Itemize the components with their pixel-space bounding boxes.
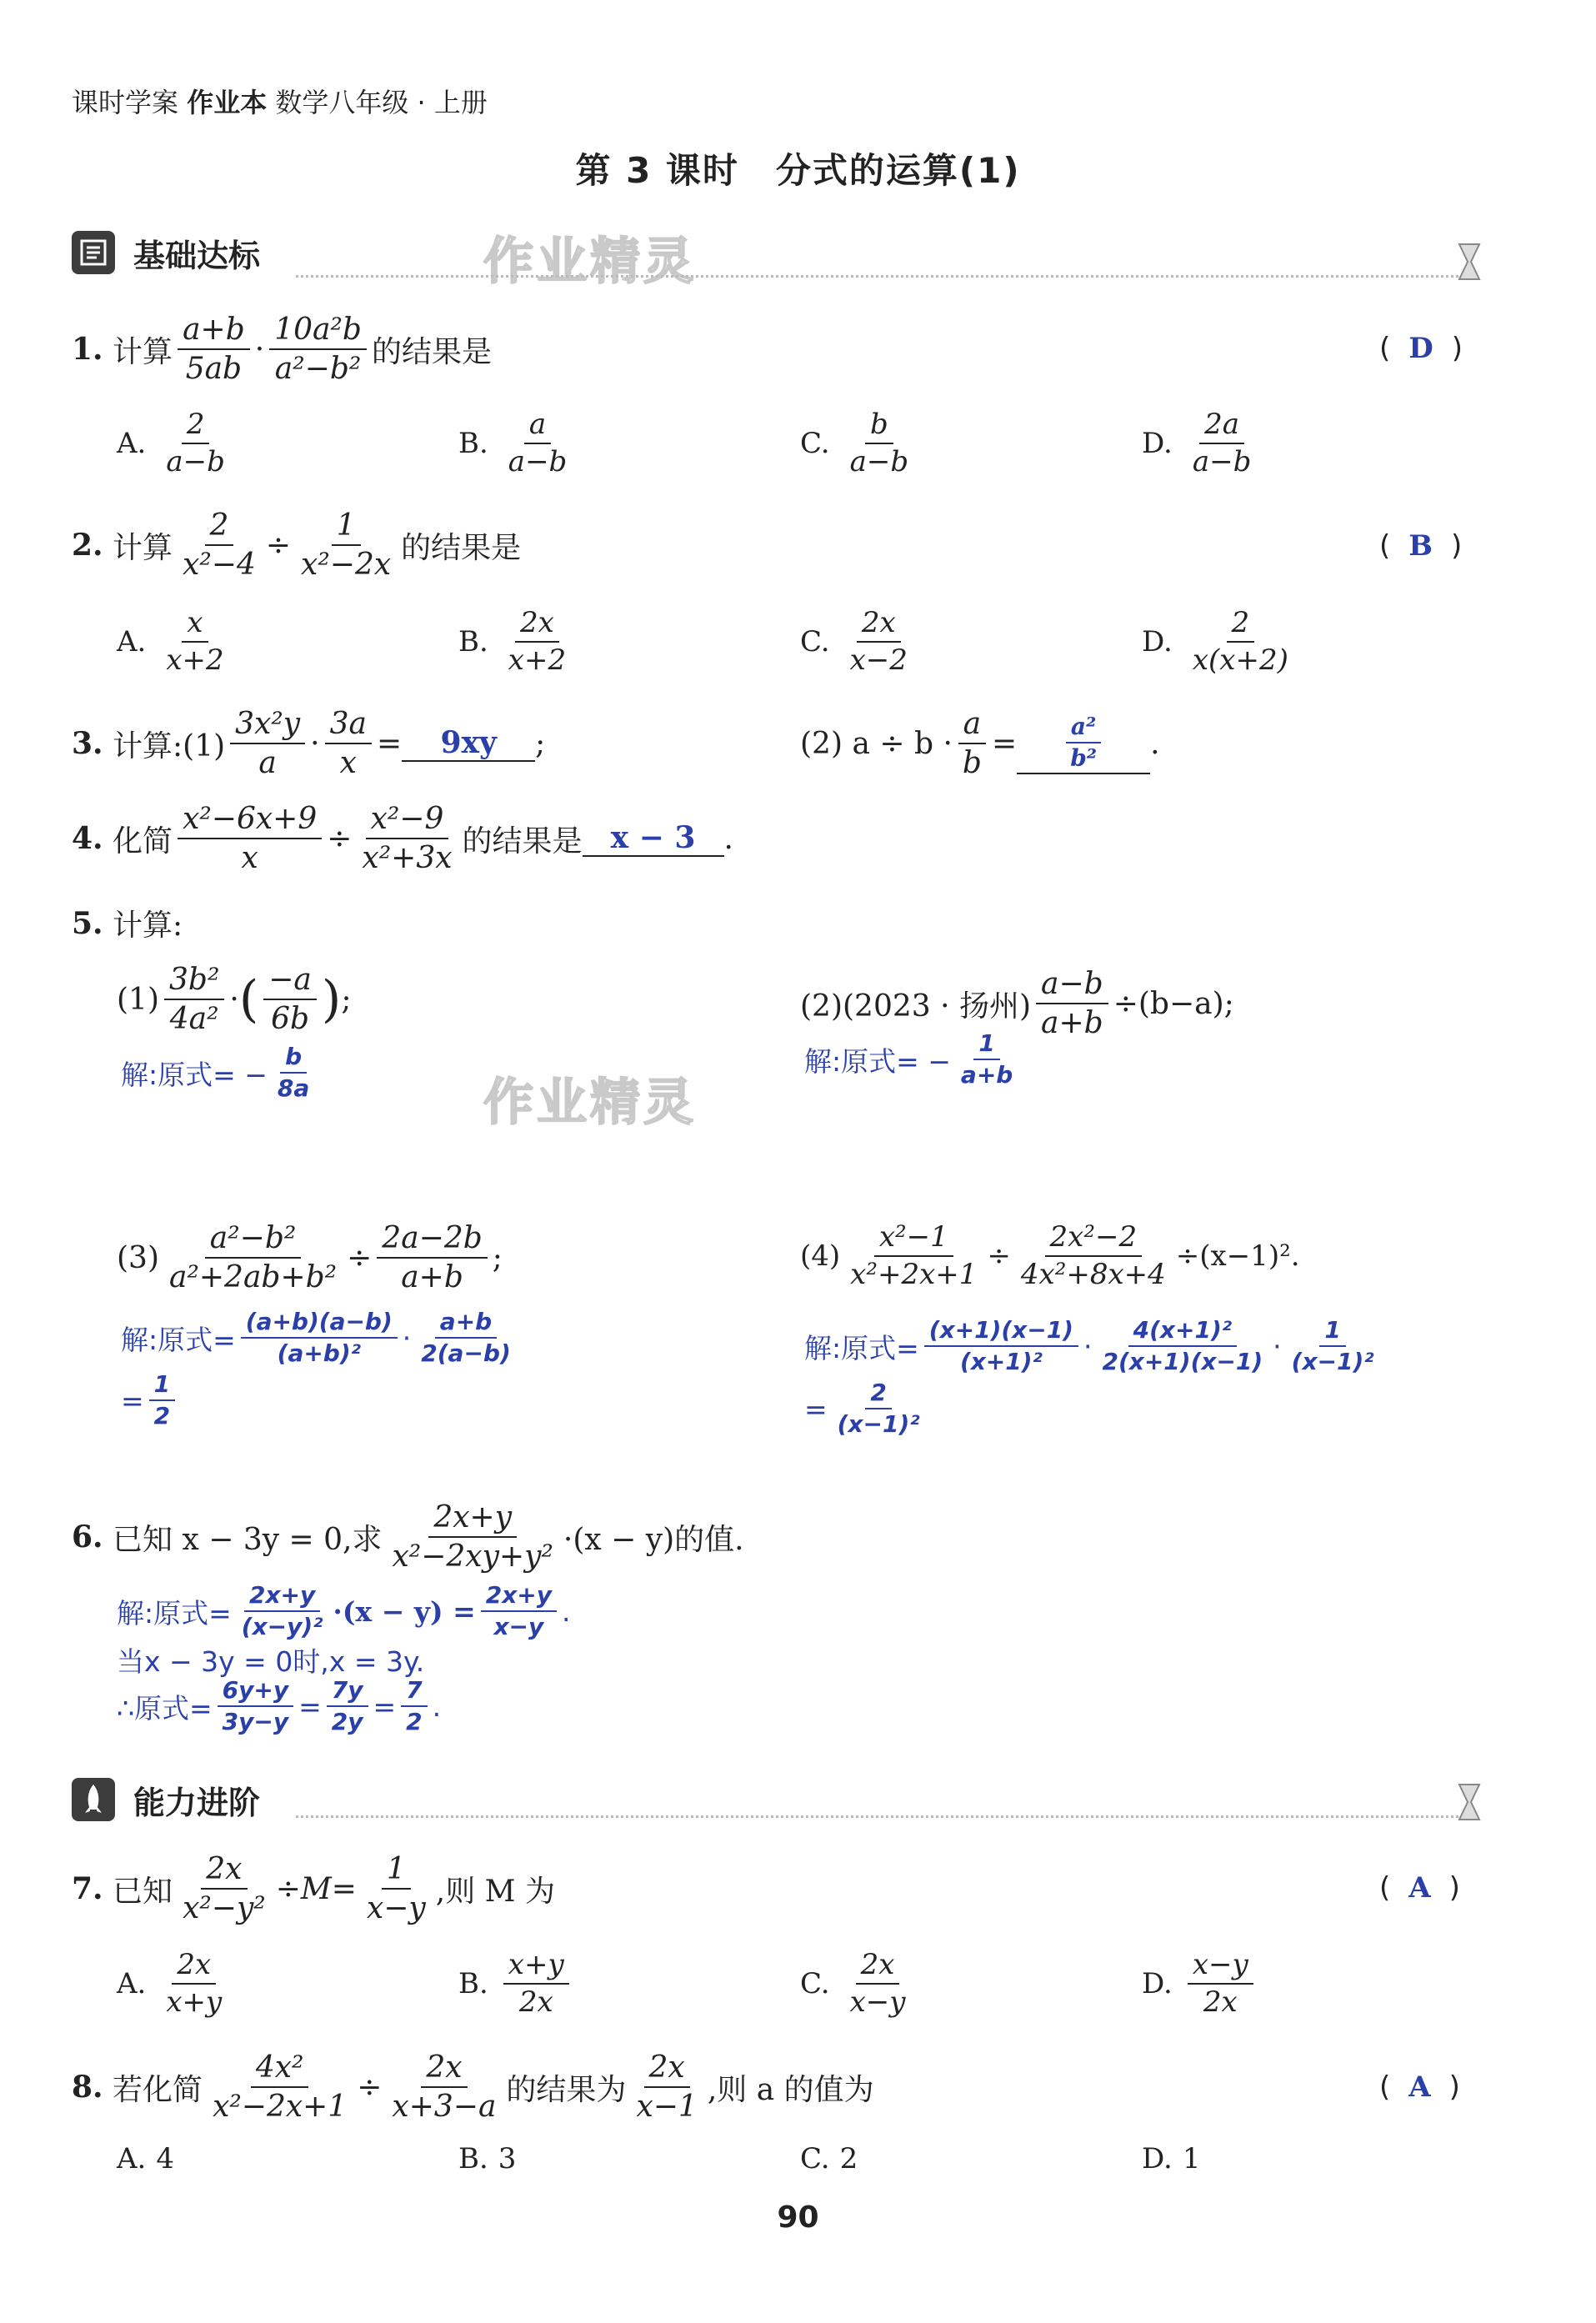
opt-key: A. — [117, 625, 147, 659]
option-b — [458, 2142, 516, 2175]
den: b — [962, 746, 982, 781]
num: 10a²b — [269, 313, 367, 350]
option-b — [458, 607, 576, 677]
sol-text: ∴原式= — [117, 1691, 213, 1725]
num: 2 — [865, 1379, 891, 1409]
question-3-part-2 — [800, 707, 1160, 781]
watermark: 作业精灵 — [483, 1074, 697, 1132]
fraction — [845, 408, 914, 478]
op: = — [376, 726, 403, 761]
fraction — [833, 1379, 925, 1438]
den: 2(x+1)(x−1) — [1102, 1348, 1263, 1376]
q-text: . — [723, 821, 733, 856]
num: 6y+y — [218, 1677, 293, 1707]
den: x²−2xy+y² — [392, 1539, 553, 1575]
num: 2x+y — [428, 1500, 517, 1538]
fraction — [296, 508, 396, 583]
op: · — [402, 1321, 412, 1354]
fraction — [237, 1582, 328, 1640]
num: 2x — [856, 1949, 900, 1985]
book-icon — [72, 231, 115, 274]
op: ÷ — [327, 821, 353, 856]
answer: D — [1408, 332, 1433, 365]
num: 1 — [382, 1852, 411, 1890]
section-divider — [296, 275, 1458, 278]
fraction — [503, 408, 573, 478]
answer-paren: ( D ) — [1379, 332, 1463, 365]
num: 4x² — [251, 2050, 309, 2088]
den: 8a — [277, 1074, 310, 1103]
q-num: 2. — [72, 528, 103, 563]
option-b — [458, 408, 577, 478]
opt-key: C. — [800, 2142, 830, 2175]
num: b — [280, 1044, 307, 1074]
q-text: ,则 a 的值为 — [707, 2072, 874, 2107]
num: 2x — [201, 1852, 247, 1890]
den: 5ab — [185, 352, 243, 387]
fraction — [958, 707, 987, 781]
fraction — [164, 1221, 342, 1295]
option-c — [800, 408, 918, 478]
den: x−1 — [636, 2090, 698, 2125]
den: x−y — [493, 1613, 544, 1641]
den: x²−4 — [183, 548, 256, 583]
den: 4x²+8x+4 — [1020, 1258, 1166, 1292]
part-label: (2)(2023 · 扬州) — [800, 989, 1032, 1024]
den: a²−b² — [274, 352, 362, 387]
fraction — [218, 1677, 293, 1735]
fraction — [273, 1044, 314, 1102]
rocket-icon — [72, 1778, 115, 1821]
num: x²−1 — [874, 1221, 953, 1257]
den: x²+3x — [362, 841, 453, 876]
option-a — [117, 607, 234, 677]
q5-1-solution — [121, 1044, 319, 1102]
num: 7y — [327, 1677, 368, 1707]
section-advanced — [72, 1770, 260, 1829]
opt-key: A. — [117, 1967, 147, 2001]
den: x−y — [849, 1985, 906, 2020]
num: 2 — [182, 408, 210, 444]
section-advanced-label: 能力进阶 — [133, 1784, 261, 1821]
option-a — [117, 1949, 232, 2019]
den: 2y — [331, 1708, 363, 1736]
header-series: 课时学案 — [72, 87, 179, 118]
q6-solution-line-1 — [117, 1582, 571, 1640]
opt-key: A. — [117, 2142, 147, 2175]
fraction — [269, 313, 367, 387]
question-3 — [72, 707, 545, 781]
den: (x−y)² — [241, 1613, 323, 1641]
part-label: (1) — [117, 982, 159, 1017]
option-c — [800, 607, 918, 677]
num: 7 — [401, 1677, 427, 1707]
op: = — [991, 726, 1018, 761]
q5-part-3 — [117, 1221, 503, 1295]
fraction — [263, 963, 317, 1037]
den: x²+2x+1 — [850, 1258, 978, 1292]
fraction — [208, 2050, 352, 2125]
den: a−b — [166, 445, 225, 479]
den: a+b — [401, 1260, 463, 1295]
q-num: 6. — [72, 1519, 103, 1555]
den: x²−2x — [301, 548, 392, 583]
question-5 — [72, 902, 183, 944]
option-c — [800, 2142, 858, 2175]
q5-4-solution — [804, 1317, 1384, 1375]
q-text: ; — [535, 726, 546, 761]
q-text: 计算 — [113, 334, 173, 369]
sol-text: = — [804, 1392, 828, 1425]
fraction — [325, 707, 372, 781]
q-num: 8. — [72, 2070, 103, 2105]
den: 2(a−b) — [421, 1339, 511, 1368]
question-8 — [72, 2050, 874, 2125]
opt-key: D. — [1142, 427, 1173, 461]
q5-part-4 — [800, 1221, 1300, 1291]
option-d — [1142, 2142, 1201, 2175]
op: ÷ — [987, 1239, 1011, 1274]
paren-right: ) — [321, 970, 342, 1029]
fraction — [161, 607, 228, 677]
fraction — [161, 1949, 227, 2019]
den: (x−1)² — [1291, 1348, 1374, 1376]
fraction — [362, 1852, 431, 1926]
fraction — [377, 1221, 487, 1295]
opt-value: 1 — [1182, 2142, 1201, 2175]
num: 1 — [973, 1030, 999, 1060]
header-bold: 作业本 — [187, 87, 268, 118]
fraction — [503, 1949, 569, 2019]
op: ÷ — [265, 528, 292, 563]
q-text: 计算 — [113, 530, 173, 565]
num: 2a — [1199, 408, 1244, 444]
op: · — [1273, 1329, 1282, 1363]
den: x−y — [366, 1891, 426, 1926]
num: 1 — [149, 1371, 175, 1401]
answer-paren: ( A ) — [1379, 1871, 1460, 1905]
den: 2x — [1203, 1985, 1238, 2020]
q-text: ; — [492, 1240, 503, 1275]
answer-paren: ( A ) — [1379, 2070, 1460, 2104]
q-text: ÷M= — [275, 1871, 357, 1906]
num: 2a−2b — [377, 1221, 487, 1259]
op: ÷ — [347, 1240, 373, 1275]
den: x(x+2) — [1192, 643, 1288, 678]
den: x+y — [166, 1985, 223, 2020]
num: 1 — [1319, 1317, 1345, 1347]
num: −a — [263, 963, 317, 1000]
option-d — [1142, 408, 1261, 478]
q-text: 的结果是 — [401, 530, 522, 565]
fraction — [924, 1317, 1078, 1375]
q-text: 计算:(1) — [113, 728, 226, 763]
num: a²−b² — [205, 1221, 302, 1259]
fraction — [1097, 1317, 1268, 1375]
num: 2x — [172, 1949, 216, 1985]
sol-text: 解:原式= − — [804, 1044, 951, 1078]
fraction — [845, 1949, 911, 2019]
den: 2x — [518, 1985, 553, 2020]
den: a²+2ab+b² — [169, 1260, 338, 1295]
opt-key: C. — [800, 427, 830, 461]
page-number: 90 — [777, 2200, 819, 2235]
sol-text: . — [562, 1595, 571, 1628]
op: · — [229, 982, 239, 1017]
op: · — [310, 726, 320, 761]
num: 2x — [644, 2050, 690, 2088]
den: x−2 — [849, 643, 908, 678]
q-num: 5. — [72, 905, 103, 941]
opt-value: 4 — [156, 2142, 175, 2175]
fraction — [481, 1582, 557, 1640]
option-c — [800, 1949, 916, 2019]
sol-text: = — [373, 1690, 397, 1723]
option-b — [458, 1949, 574, 2019]
num: x+y — [503, 1949, 569, 1985]
fraction — [387, 2050, 501, 2125]
q-text: ÷(x−1)². — [1175, 1239, 1300, 1274]
den: x+2 — [508, 643, 567, 678]
part-label: (3) — [117, 1240, 159, 1275]
den: 2 — [406, 1708, 423, 1736]
fraction — [164, 963, 224, 1037]
den: a−b — [1192, 445, 1252, 479]
num: a — [958, 707, 986, 744]
fraction — [178, 802, 322, 876]
fraction — [178, 508, 261, 583]
sol-text: = — [121, 1384, 144, 1417]
fraction — [1188, 607, 1293, 677]
den: x+3−a — [392, 2090, 497, 2125]
option-d — [1142, 1949, 1258, 2019]
section-divider — [296, 1815, 1458, 1818]
q5-3-result — [121, 1371, 180, 1429]
den: x²−y² — [183, 1891, 266, 1926]
den: x — [241, 841, 258, 876]
num: 2x — [421, 2050, 467, 2088]
q-text: 已知 — [113, 1874, 173, 1909]
q-text: 的结果为 — [506, 2072, 627, 2107]
q-num: 7. — [72, 1871, 103, 1907]
den: a+b — [960, 1061, 1013, 1089]
fraction — [416, 1309, 515, 1367]
option-a — [117, 408, 235, 478]
den: a−b — [849, 445, 909, 479]
opt-key: D. — [1142, 625, 1173, 659]
watermark: 作业精灵 — [483, 233, 697, 291]
section-basic — [72, 223, 260, 282]
num: b — [865, 408, 893, 444]
opt-key: B. — [458, 625, 488, 659]
hourglass-icon — [1457, 242, 1482, 285]
num: a — [524, 408, 551, 444]
opt-key: B. — [458, 2142, 488, 2175]
q-text: 的结果是 — [371, 334, 492, 369]
q5-4-result — [804, 1379, 930, 1438]
num: a−b — [1036, 967, 1108, 1004]
question-4 — [72, 802, 733, 876]
q-text: 若化简 — [113, 2072, 203, 2107]
den: a — [258, 746, 277, 781]
fraction — [631, 2050, 702, 2125]
option-d — [1142, 607, 1298, 677]
opt-key: B. — [458, 427, 488, 461]
num: 3b² — [164, 963, 224, 1000]
fraction — [357, 802, 457, 876]
q-text: ; — [341, 982, 352, 1017]
fraction — [845, 607, 913, 677]
den: x — [339, 746, 357, 781]
answer: B — [1408, 529, 1433, 563]
den: 3y−y — [222, 1708, 289, 1736]
q-num: 1. — [72, 332, 103, 368]
den: a−b — [508, 445, 568, 479]
sol-text: 解:原式= — [121, 1323, 236, 1356]
q-text: 的结果是 — [462, 824, 583, 859]
num: x²−9 — [366, 802, 449, 839]
op: ÷ — [357, 2070, 383, 2105]
fraction — [1188, 1949, 1253, 2019]
answer-blank-2 — [1017, 713, 1150, 773]
sol-text: 解:原式= — [117, 1596, 232, 1630]
fraction — [388, 1500, 558, 1575]
num: (a+b)(a−b) — [241, 1309, 398, 1339]
sol-text: = — [298, 1690, 322, 1723]
q-num: 3. — [72, 726, 103, 762]
q-num: 4. — [72, 821, 103, 857]
opt-key: A. — [117, 427, 147, 461]
q-text: (2) a ÷ b · — [800, 726, 953, 761]
num: (x+1)(x−1) — [924, 1317, 1078, 1347]
fraction — [1036, 967, 1108, 1041]
q5-2-solution — [804, 1030, 1023, 1089]
num: x−y — [1188, 1949, 1253, 1985]
fraction — [327, 1677, 368, 1735]
q-text: 计算: — [113, 909, 183, 943]
num: a² — [1066, 713, 1101, 743]
den: x²−2x+1 — [213, 2090, 348, 2125]
fraction — [149, 1371, 175, 1429]
den: x+2 — [166, 643, 224, 678]
opt-key: D. — [1142, 1967, 1173, 2001]
book-header — [72, 82, 488, 120]
opt-key: B. — [458, 1967, 488, 2001]
part-label: (4) — [800, 1239, 841, 1274]
den: 6b — [271, 1002, 310, 1037]
fraction — [178, 313, 250, 387]
answer-fraction — [1065, 713, 1102, 772]
q-text: 化简 — [113, 824, 173, 859]
den: (x+1)² — [959, 1348, 1043, 1376]
fraction — [161, 408, 230, 478]
header-subject: 数学八年级 · 上册 — [275, 87, 488, 118]
num: 1 — [332, 508, 361, 546]
den: (a+b)² — [277, 1339, 361, 1368]
fraction — [1016, 1221, 1171, 1291]
q-text: . — [1150, 726, 1160, 761]
fraction — [401, 1677, 427, 1735]
fraction — [956, 1030, 1018, 1089]
opt-key: D. — [1142, 2142, 1173, 2175]
num: 4(x+1)² — [1128, 1317, 1237, 1347]
q5-3-solution — [121, 1309, 521, 1367]
op: · — [1083, 1329, 1093, 1363]
question-7 — [72, 1852, 555, 1926]
opt-key: C. — [800, 1967, 830, 2001]
num: x — [182, 607, 208, 643]
fraction — [1287, 1317, 1379, 1375]
sol-text: ·(x − y) = — [333, 1595, 476, 1628]
den: (x−1)² — [837, 1410, 920, 1439]
fraction — [845, 1221, 982, 1291]
fraction — [230, 707, 305, 781]
num: 2x — [515, 607, 559, 643]
option-a — [117, 2142, 174, 2175]
num: 2 — [1227, 607, 1255, 643]
num: 3x²y — [230, 707, 305, 744]
opt-value: 2 — [839, 2142, 858, 2175]
num: a+b — [435, 1309, 497, 1339]
answer: A — [1408, 2070, 1431, 2104]
section-basic-label: 基础达标 — [133, 237, 261, 274]
q-text: ÷(b−a); — [1113, 986, 1234, 1021]
answer: A — [1408, 1871, 1431, 1905]
num: 3a — [325, 707, 372, 744]
num: 2x+y — [244, 1582, 320, 1612]
q6-solution-line-2 — [117, 1640, 424, 1680]
num: 2 — [205, 508, 234, 546]
den: b² — [1070, 744, 1098, 773]
opt-value: 3 — [498, 2142, 517, 2175]
fraction — [503, 607, 571, 677]
answer-blank: x − 3 — [583, 820, 724, 857]
q6-solution-line-3 — [117, 1677, 441, 1735]
question-1 — [72, 313, 492, 387]
sol-text: 当x − 3y = 0时,x = 3y. — [117, 1645, 425, 1678]
hourglass-icon — [1457, 1782, 1482, 1825]
sol-text: 解:原式= — [804, 1331, 919, 1364]
q-text: ·(x − y)的值. — [563, 1522, 744, 1557]
page-title: 第 3 课时 分式的运算(1) — [575, 150, 1021, 191]
op: · — [254, 332, 265, 367]
q-text: ,则 M 为 — [435, 1874, 555, 1909]
sol-text: 解:原式= − — [121, 1058, 268, 1091]
q5-part-1 — [117, 963, 351, 1037]
den: 2 — [153, 1402, 171, 1430]
paren-left: ( — [238, 970, 259, 1029]
num: 2x+y — [481, 1582, 557, 1612]
den: 4a² — [169, 1002, 219, 1037]
fraction — [1188, 408, 1257, 478]
question-2 — [72, 508, 521, 583]
num: x²−6x+9 — [178, 802, 322, 839]
num: 2x²−2 — [1045, 1221, 1143, 1257]
answer-blank-1: 9xy — [402, 725, 535, 762]
sol-text: . — [432, 1690, 442, 1723]
question-6 — [72, 1500, 744, 1575]
fraction — [241, 1309, 398, 1367]
den: a+b — [1041, 1006, 1103, 1041]
answer-paren: ( B ) — [1379, 529, 1463, 563]
q-text: 已知 x − 3y = 0,求 — [113, 1522, 383, 1557]
opt-key: C. — [800, 625, 830, 659]
num: 2x — [857, 607, 901, 643]
fraction — [178, 1852, 271, 1926]
num: a+b — [178, 313, 250, 350]
